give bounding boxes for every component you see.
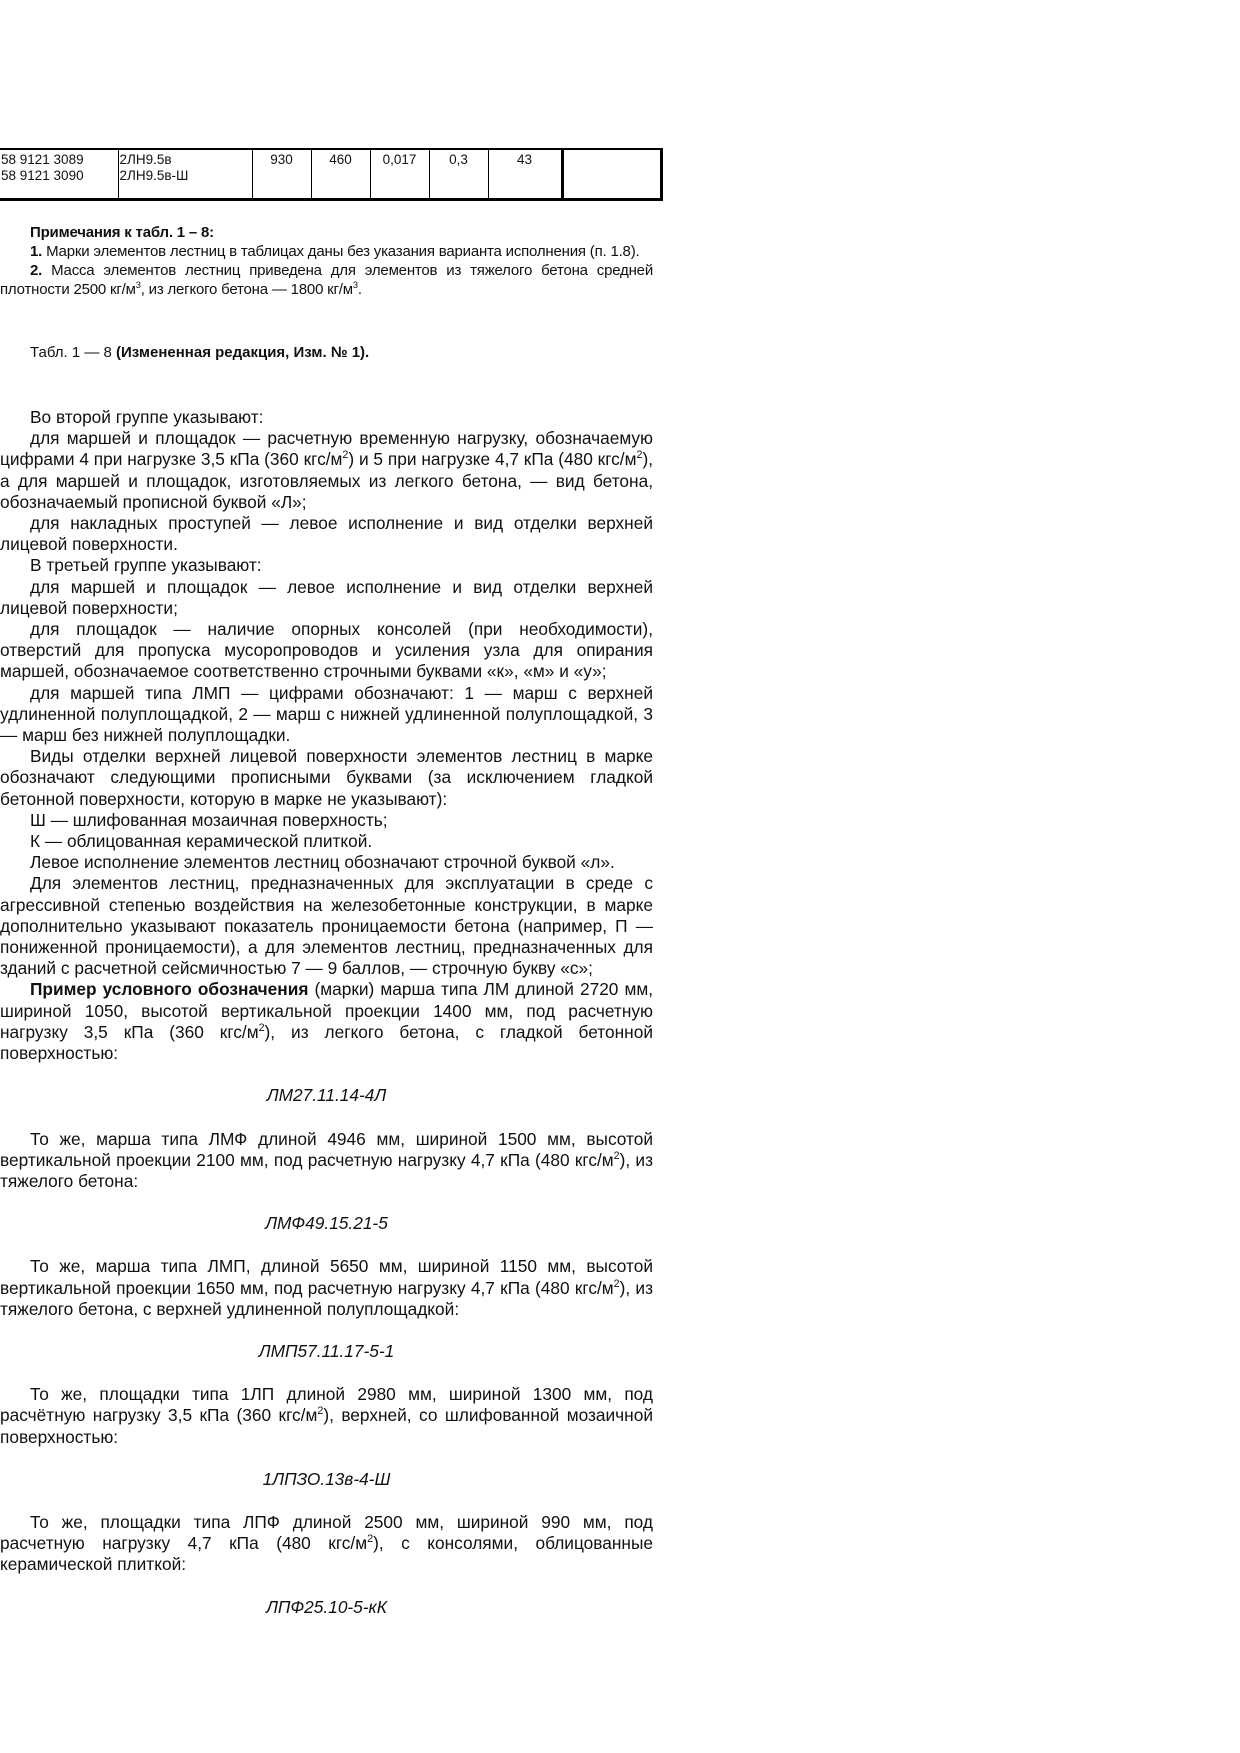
designation-example: ЛМП57.11.17-5-1	[258, 1340, 395, 1361]
table-cell-code	[0, 149, 118, 200]
table-row	[0, 149, 661, 200]
designation-example: 1ЛПЗО.13в-4-Ш	[262, 1468, 391, 1489]
main-text	[0, 407, 653, 1640]
designation-example: ЛПФ25.10-5-кК	[266, 1596, 387, 1617]
table-cell-value: 460	[311, 149, 370, 200]
example-paragraph: То же, площадки типа ЛПФ длиной 2500 мм, шириной 990 мм, под расчетную нагрузку 4,7 кПа (480 кгс/$м^2$), с консолями, облицованные керамической плиткой:	[0, 1511, 653, 1575]
table-cell-value: 43	[488, 149, 562, 200]
table-notes	[0, 223, 653, 299]
paragraph: для маршей и площадок — расчетную временную нагрузку, обозначаемую цифрами 4 при нагрузке 3,5 кПа (360 кгс/$м^2$) и 5 при нагрузке 4,7 кПа (480 кгс/$м^2$), а для маршей и площадок, изготовляемых из легкого бетона, — вид бетона, обозначаемый прописной буквой «Л»;	[0, 428, 653, 512]
designation-example: ЛМ27.11.14-4Л	[266, 1085, 387, 1106]
table-cell-value: 0,3	[429, 149, 488, 200]
paragraph: В третьей группе указывают:	[30, 555, 262, 576]
note-2: 2. Масса элементов лестниц приведена для элементов из тяжелого бетона средней плотности 2500 $кг/м^3$, из легкого бетона — 1800 $кг/м^3$.	[0, 262, 653, 298]
paragraph: К — облицованная керамической плиткой.	[30, 831, 373, 852]
element-table-row	[0, 148, 663, 201]
paragraph: для маршей и площадок — левое исполнение и вид отделки верхней лицевой поверхности;	[0, 576, 653, 618]
edition-note: Табл. 1 — 8 (Измененная редакция, Изм. № 1).	[30, 344, 370, 361]
example-paragraph: То же, марша типа ЛМП, длиной 5650 мм, шириной 1150 мм, высотой вертикальной проекции 1650 мм, под расчетную нагрузку 4,7 кПа (480 кгс/$м^2$), из тяжелого бетона, с верхней удлиненной полуплощадкой:	[0, 1256, 653, 1319]
paragraph: Виды отделки верхней лицевой поверхности элементов лестниц в марке обозначают следующими прописными буквами (за исключением гладкой бетонной поверхности, которую в марке не указывают):	[0, 746, 653, 809]
paragraph: Левое исполнение элементов лестниц обозначают строчной буквой «л».	[30, 852, 615, 873]
paragraph: Ш — шлифованная мозаичная поверхность;	[30, 809, 388, 830]
example-paragraph: То же, марша типа ЛМФ длиной 4946 мм, шириной 1500 мм, высотой вертикальной проекции 2100 мм, под расчетную нагрузку 4,7 кПа (480 кгс/$м^2$), из тяжелого бетона:	[0, 1128, 653, 1191]
designation-example: ЛМФ49.15.21-5	[265, 1213, 388, 1234]
mark-2: 2ЛН9.5в-Ш	[119, 168, 189, 183]
table-cell-mark	[118, 149, 252, 200]
paragraph: Во второй группе указывают:	[30, 407, 264, 427]
notes-heading: Примечания к табл. 1 – 8:	[30, 224, 214, 241]
table-cell-value: 0,017	[370, 149, 429, 200]
paragraph: для маршей типа ЛМП — цифрами обозначают: 1 — марш с верхней удлиненной полуплощадкой, 2 — марш с нижней удлиненной полуплощадкой, 3 — марш без нижней полуплощадки.	[0, 682, 653, 746]
code-1: 58 9121 3089	[1, 152, 84, 167]
table-cell-value: 930	[252, 149, 311, 200]
table-cell-empty	[562, 149, 661, 200]
example-paragraph: Пример условного обозначения (марки) марша типа ЛМ длиной 2720 мм, шириной 1050, высотой вертикальной проекции 1400 мм, под расчетную нагрузку 3,5 кПа (360 кгс/$м^2$), из легкого бетона, с гладкой бетонной поверхностью:	[0, 979, 654, 1064]
paragraph: для площадок — наличие опорных консолей (при необходимости), отверстий для пропуска мусоропроводов и усиления узла для опирания маршей, обозначаемое соответственно строчными буквами «к», «м» и «у»;	[0, 619, 653, 682]
paragraph: Для элементов лестниц, предназначенных для эксплуатации в среде с агрессивной степенью воздействия на железобетонные конструкции, в марке дополнительно указывают показатель проницаемости бетона (например, П — пониженной проницаемости), а для элементов лестниц, предназначенных для зданий с расчетной сейсмичностью 7 — 9 баллов, — строчную букву «с»;	[0, 873, 653, 979]
note-1: 1. Марки элементов лестниц в таблицах даны без указания варианта исполнения (п. 1.8).	[30, 243, 640, 260]
paragraph: для накладных проступей — левое исполнение и вид отделки верхней лицевой поверхности.	[0, 513, 653, 555]
code-2: 58 9121 3090	[1, 168, 84, 183]
mark-1: 2ЛН9.5в	[119, 152, 172, 167]
example-paragraph: То же, площадки типа 1ЛП длиной 2980 мм, шириной 1300 мм, под расчётную нагрузку 3,5 кПа (360 кгс/$м^2$), верхней, со шлифованной мозаичной поверхностью:	[0, 1384, 653, 1447]
